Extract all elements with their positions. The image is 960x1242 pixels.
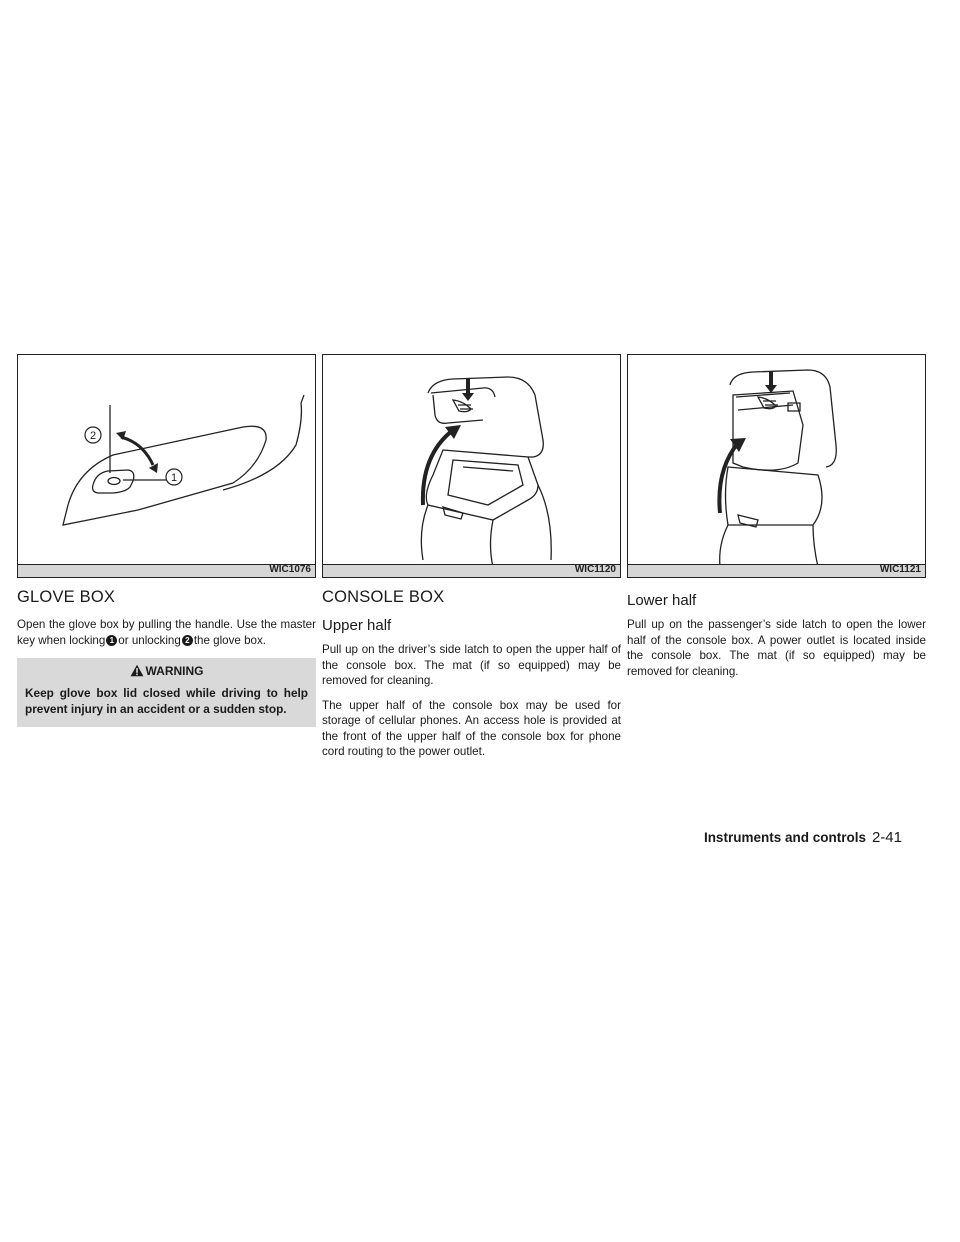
page-number: 2-41 <box>871 829 902 846</box>
lower-half-subheading: Lower half <box>627 592 697 609</box>
console-upper-illustration <box>323 355 620 577</box>
console-lower-illustration <box>628 355 925 577</box>
upper-half-text-1: Pull up on the driver’s side latch to open the upper half of the console box. The mat (if so equipped) may be removed for cleaning. <box>322 643 621 687</box>
glove-box-figure <box>17 354 316 578</box>
console-box-heading: CONSOLE BOX <box>322 588 445 606</box>
upper-half-subheading: Upper half <box>322 617 392 634</box>
glove-box-illustration <box>18 355 315 577</box>
warning-triangle-icon <box>130 664 144 677</box>
warning-text: Keep glove box lid closed while driving to help prevent injury in an accident or a sudden stop. <box>25 686 308 716</box>
svg-text:1: 1 <box>170 472 178 484</box>
section-title: Instruments and controls <box>703 830 866 845</box>
lower-half-column <box>627 354 926 688</box>
figure-code: WIC1120 <box>574 564 616 575</box>
console-box-column <box>322 354 621 769</box>
upper-half-text-2: The upper half of the console box may be used for storage of cellular phones. An access hole is provided at the front of the upper half of the console box for phone cord routing to the power outlet. <box>322 698 621 758</box>
glove-box-column <box>17 354 316 727</box>
warning-box <box>17 658 316 727</box>
figure-code: WIC1121 <box>879 564 921 575</box>
console-lower-figure <box>627 354 926 578</box>
page-footer <box>704 829 902 846</box>
warning-title: WARNING <box>25 664 308 678</box>
callout-1-icon: 1 <box>106 635 117 646</box>
glove-box-heading: GLOVE BOX <box>17 588 116 606</box>
console-upper-figure <box>322 354 621 578</box>
figure-code: WIC1076 <box>269 564 311 575</box>
svg-text:2: 2 <box>89 430 97 442</box>
callout-2-icon: 2 <box>182 635 193 646</box>
lower-half-text: Pull up on the passenger’s side latch to open the lower half of the console box. A power outlet is located inside the console box. The mat (if so equipped) may be removed for cleaning. <box>627 618 926 678</box>
glove-box-text: Open the glove box by pulling the handle. Use the master key when locking 1 or unlocking 2 the glove box. <box>17 618 316 647</box>
